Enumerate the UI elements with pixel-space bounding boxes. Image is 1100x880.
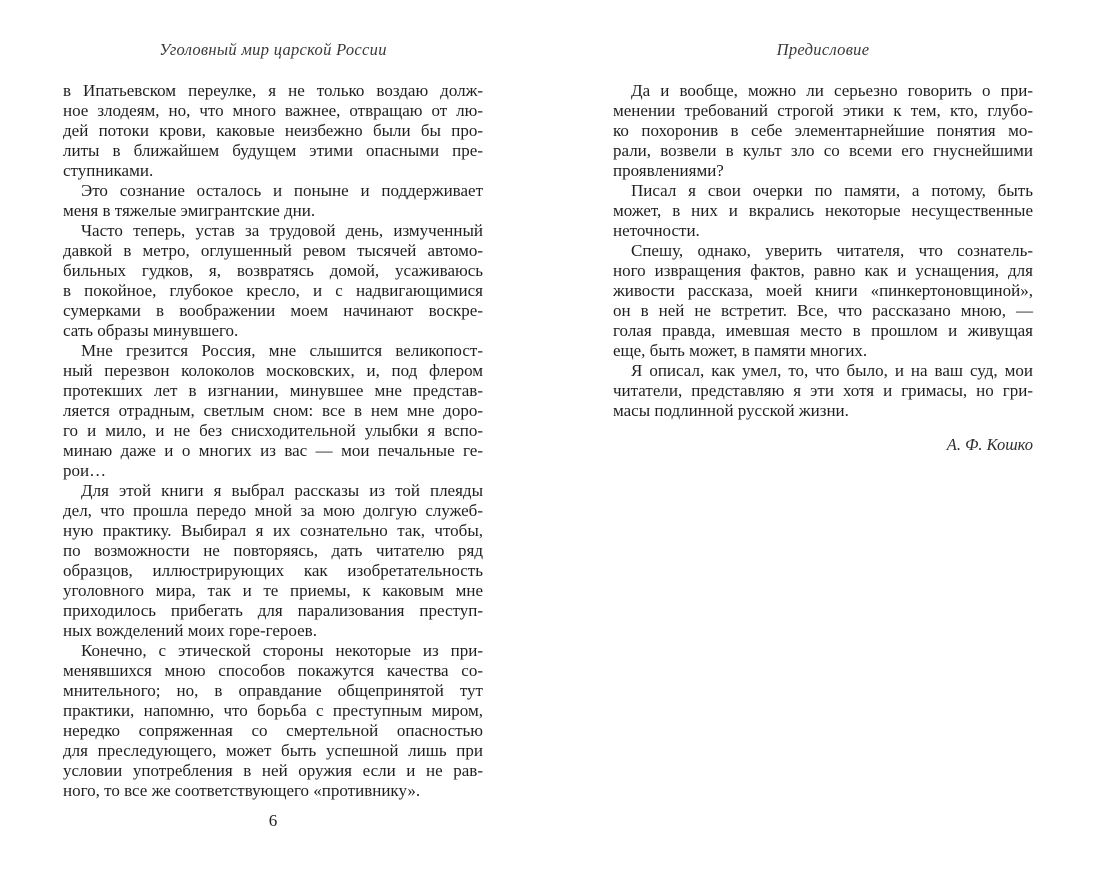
left-page — [63, 40, 483, 801]
text-line: неточности. — [613, 221, 700, 240]
text-line: Часто теперь, устав за трудовой день, измученный — [81, 221, 483, 240]
author-signature: А. Ф. Кошко — [946, 435, 1033, 454]
text-line: практики, напомню, что борьба с преступным миром, — [63, 701, 483, 720]
text-line: Для этой книги я выбрал рассказы из той плеяды — [81, 481, 483, 500]
text-line: условии употребления в ней оружия если и не рав- — [63, 761, 483, 780]
text-line: го и мило, и не без снисходительной улыбки я вспо- — [63, 421, 483, 440]
paragraph — [63, 341, 483, 481]
text-line: давкой в метро, оглушенный ревом тысячей автомо- — [63, 241, 483, 260]
running-head-right: Предисловие — [776, 40, 870, 59]
text-line: Спешу, однако, уверить читателя, что сознатель- — [631, 241, 1033, 260]
text-line: рали, возвели в культ зло со всеми его гнуснейшими — [613, 141, 1033, 160]
text-line: масы подлинной русской жизни. — [613, 401, 849, 420]
text-line: может, в них и вкрались некоторые несущественные — [613, 201, 1033, 220]
text-line: читатели, представляю я эти хотя и гримасы, но гри- — [613, 381, 1033, 400]
paragraph — [63, 181, 483, 221]
text-line: рои… — [63, 461, 107, 480]
text-line: дел, что прошла передо мной за мою долгую служеб- — [63, 501, 483, 520]
running-head-left: Уголовный мир царской России — [159, 40, 387, 59]
text-line: сать образы минувшего. — [63, 321, 239, 340]
paragraph — [613, 181, 1033, 241]
text-line: мнительного; но, в оправдание общепринятой тут — [63, 681, 483, 700]
paragraph — [613, 361, 1033, 421]
text-line: бильных гудков, я, возвратясь домой, усаживаюсь — [63, 261, 483, 280]
text-line: ступниками. — [63, 161, 154, 180]
paragraph — [63, 221, 483, 341]
text-line: литы в ближайшем будущем этими опасными пре- — [63, 141, 483, 160]
text-line: в покойное, глубокое кресло, и с надвигающимися — [63, 281, 483, 300]
text-line: сумерками в воображении моем начинают воскре- — [63, 301, 483, 320]
text-line: ную практику. Выбирал я их сознательно так, чтобы, — [63, 521, 483, 540]
text-line: меня в тяжелые эмигрантские дни. — [63, 201, 316, 220]
text-line: ного извращения фактов, равно как и уснащения, для — [613, 261, 1033, 280]
text-line: в Ипатьевском переулке, я не только воздаю долж- — [63, 81, 483, 100]
text-line: ко похоронив в себе элементарнейшие понятия мо- — [613, 121, 1033, 140]
text-line: менявшихся мною способов покажутся качества со- — [63, 661, 483, 680]
text-line: Я описал, как умел, то, что было, и на ваш суд, мои — [631, 361, 1033, 380]
text-line: протекших лет в изгнании, минувшее мне представ- — [63, 381, 483, 400]
text-line: приходилось прибегать для парализования преступ- — [63, 601, 483, 620]
page-number: 6 — [268, 811, 278, 830]
text-line: ляется отрадным, светлым сном: все в нем мне доро- — [63, 401, 483, 420]
text-line: проявлениями? — [613, 161, 724, 180]
paragraph — [63, 481, 483, 641]
left-page-text — [63, 81, 483, 801]
text-line: нередко сопряженная со смертельной опасностью — [63, 721, 483, 740]
text-line: ного, то все же соответствующего «противнику». — [63, 781, 421, 800]
text-line: Да и вообще, можно ли серьезно говорить о при- — [631, 81, 1033, 100]
paragraph — [613, 241, 1033, 361]
text-line: он в ней не встретит. Все, что рассказано мною, — — [613, 301, 1033, 320]
paragraph — [63, 81, 483, 181]
text-line: еще, быть может, в памяти многих. — [613, 341, 868, 360]
text-line: менении требований строгой этики к тем, кто, глубо- — [613, 101, 1033, 120]
text-line: дей потоки крови, каковые неизбежно были бы про- — [63, 121, 483, 140]
text-line: живости рассказа, моей книги «пинкертоновщиной», — [613, 281, 1033, 300]
text-line: голая правда, имевшая место в прошлом и живущая — [613, 321, 1033, 340]
text-line: для преследующего, может быть успешной лишь при — [63, 741, 483, 760]
right-page-text — [613, 81, 1033, 421]
paragraph — [63, 641, 483, 801]
text-line: Мне грезится Россия, мне слышится великопост- — [81, 341, 483, 360]
text-line: Конечно, с этической стороны некоторые из при- — [81, 641, 483, 660]
text-line: минаю даже и о многих из вас — мои печальные ге- — [63, 441, 483, 460]
text-line: уголовного мира, так и те приемы, к каковым мне — [63, 581, 483, 600]
text-line: Это сознание осталось и поныне и поддерживает — [81, 181, 483, 200]
text-line: образцов, иллюстрирующих как изобретательность — [63, 561, 483, 580]
right-page — [613, 40, 1033, 455]
paragraph — [613, 81, 1033, 181]
text-line: ных вожделений моих горе-героев. — [63, 621, 317, 640]
text-line: ный перезвон колоколов московских, и, под флером — [63, 361, 483, 380]
text-line: по возможности не повторяясь, дать читателю ряд — [63, 541, 483, 560]
text-line: Писал я свои очерки по памяти, а потому, быть — [631, 181, 1033, 200]
text-line: ное злодеям, но, что много важнее, отвращаю от лю- — [63, 101, 483, 120]
